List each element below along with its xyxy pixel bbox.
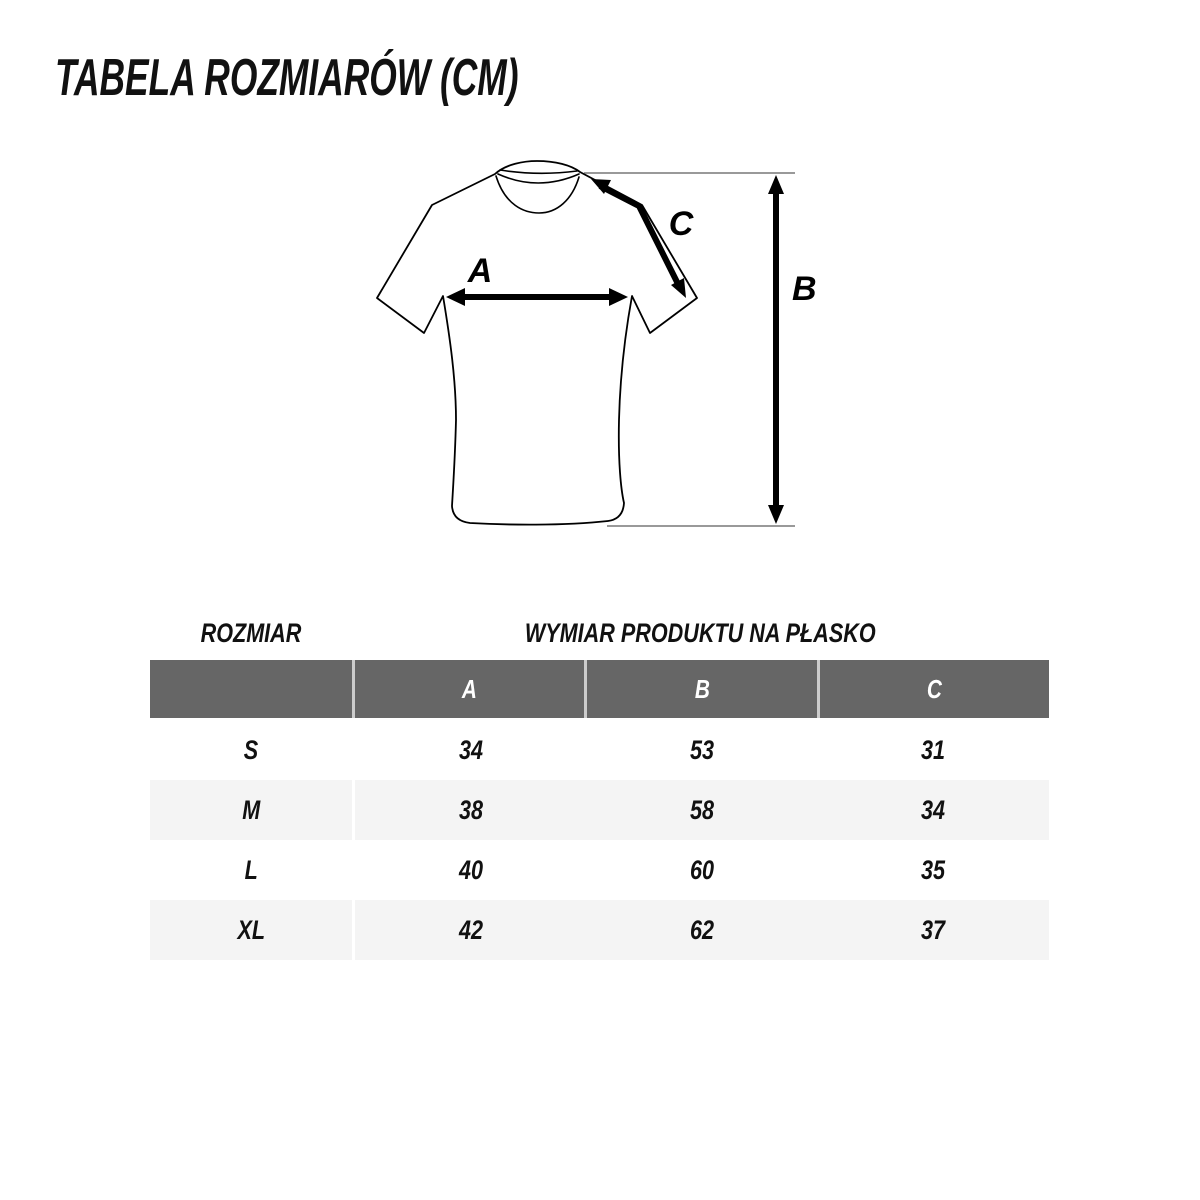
rozmiar-column-heading: ROZMIAR (200, 618, 302, 648)
size-cell: L (244, 854, 258, 885)
value-cell-b: 53 (689, 734, 715, 765)
header-cell-empty (150, 660, 352, 718)
measure-c-label: C (668, 205, 694, 243)
value-cell-a: 34 (458, 734, 483, 765)
header-cell-b: B (694, 673, 710, 704)
measure-a-label: A (467, 252, 493, 290)
flat-measurement-heading: WYMIAR PRODUKTU NA PŁASKO (525, 618, 876, 648)
value-cell-a: 40 (458, 854, 483, 885)
header-cell-c: C (926, 673, 942, 704)
measure-b-label: B (792, 270, 817, 308)
tshirt-outline (377, 161, 697, 525)
size-cell: XL (150, 900, 352, 960)
size-cell: M (150, 780, 352, 840)
value-cell-c: 31 (921, 734, 946, 765)
size-cell: S (243, 734, 259, 765)
page-title-text: TABELA ROZMIARÓW (CM) (55, 49, 519, 107)
tshirt-measurement-diagram (350, 140, 830, 560)
table-row-l (150, 840, 1049, 900)
header-cell-a: A (462, 673, 478, 704)
table-row-xl (150, 900, 1049, 960)
value-cell-c: 35 (921, 854, 946, 885)
value-cell-c: 37 (818, 900, 1049, 960)
table-section-labels (150, 610, 1049, 660)
table-row-s (150, 720, 1049, 780)
table-header-row (150, 660, 1049, 718)
measure-a-arrow (446, 288, 628, 306)
value-cell-a: 42 (355, 900, 586, 960)
measure-b-arrow (768, 175, 784, 524)
size-table (150, 610, 1049, 960)
page-title (55, 48, 737, 108)
value-cell-a: 38 (355, 780, 586, 840)
table-row-m (150, 780, 1049, 840)
value-cell-b: 60 (689, 854, 715, 885)
value-cell-b: 58 (586, 780, 817, 840)
value-cell-b: 62 (586, 900, 817, 960)
value-cell-c: 34 (818, 780, 1049, 840)
